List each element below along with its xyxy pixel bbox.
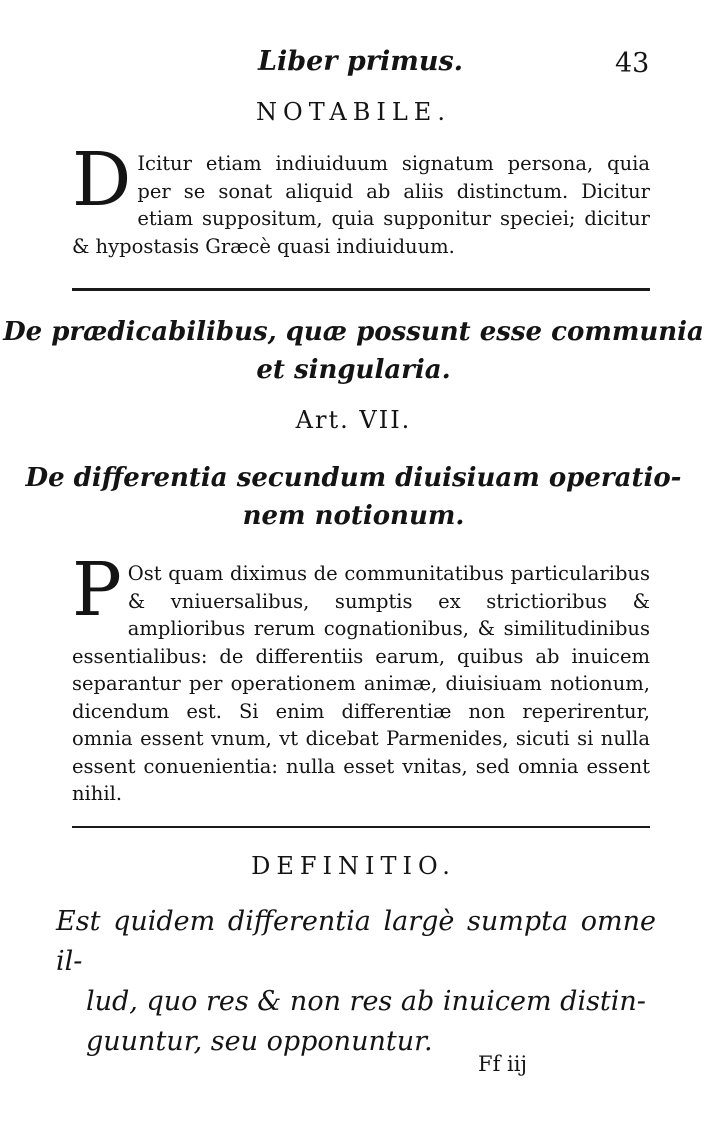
- definition-line1: Est quidem differentia largè sumpta omne il-: [56, 906, 656, 977]
- section-rule-top: [72, 288, 650, 291]
- definitio-heading: DEFINITIO.: [251, 852, 456, 880]
- signature-mark: Ff iij: [478, 1052, 527, 1076]
- notabile-text: Icitur etiam indiuiduum signatum persona, quia per se sonat aliquid ab aliis distinctum. Dicitur etiam suppositum, quia supponitur speciei; dicitur & hypostasis Græcè quasi indiuiduum.: [72, 152, 650, 258]
- definition-line2: lud, quo res & non res ab inuicem distin-: [86, 986, 646, 1017]
- body-drop-cap: P: [72, 547, 122, 633]
- body-paragraph: [72, 547, 650, 808]
- section-title-line1: De prædicabilibus, quæ possunt esse communia: [3, 317, 704, 347]
- definition-text: [56, 902, 656, 1062]
- page-number: 43: [615, 48, 650, 79]
- notabile-paragraph: [72, 137, 650, 260]
- section-subtitle-line2: nem notionum.: [242, 501, 465, 531]
- running-head: [0, 46, 707, 86]
- article-number: Art. VII.: [295, 406, 412, 434]
- running-title: Liber primus.: [258, 46, 464, 77]
- notabile-heading: NOTABILE.: [256, 98, 451, 126]
- notabile-drop-cap: D: [72, 137, 132, 223]
- definition-line3: guuntur, seu opponuntur.: [86, 1026, 433, 1057]
- section-subtitle-line1: De differentia secundum diuisiuam operatio-: [25, 463, 682, 493]
- body-text: Ost quam diximus de communitatibus particularibus & vniuersalibus, sumptis ex strictioribus & amplioribus rerum cognationibus, & similitudinibus essentialibus: de differentiis earum, quibus ab inuicem separantur per operationem animæ, diuisiuam notionum, dicendum est. Si enim differentiæ non reperirentur, omnia essent vnum, vt dicebat Parmenides, sicuti si nulla essent conuenientia: nulla esset vnitas, sed omnia essent nihil.: [72, 562, 650, 805]
- section-title-line2: et singularia.: [256, 355, 451, 385]
- section-rule-bottom: [72, 826, 650, 828]
